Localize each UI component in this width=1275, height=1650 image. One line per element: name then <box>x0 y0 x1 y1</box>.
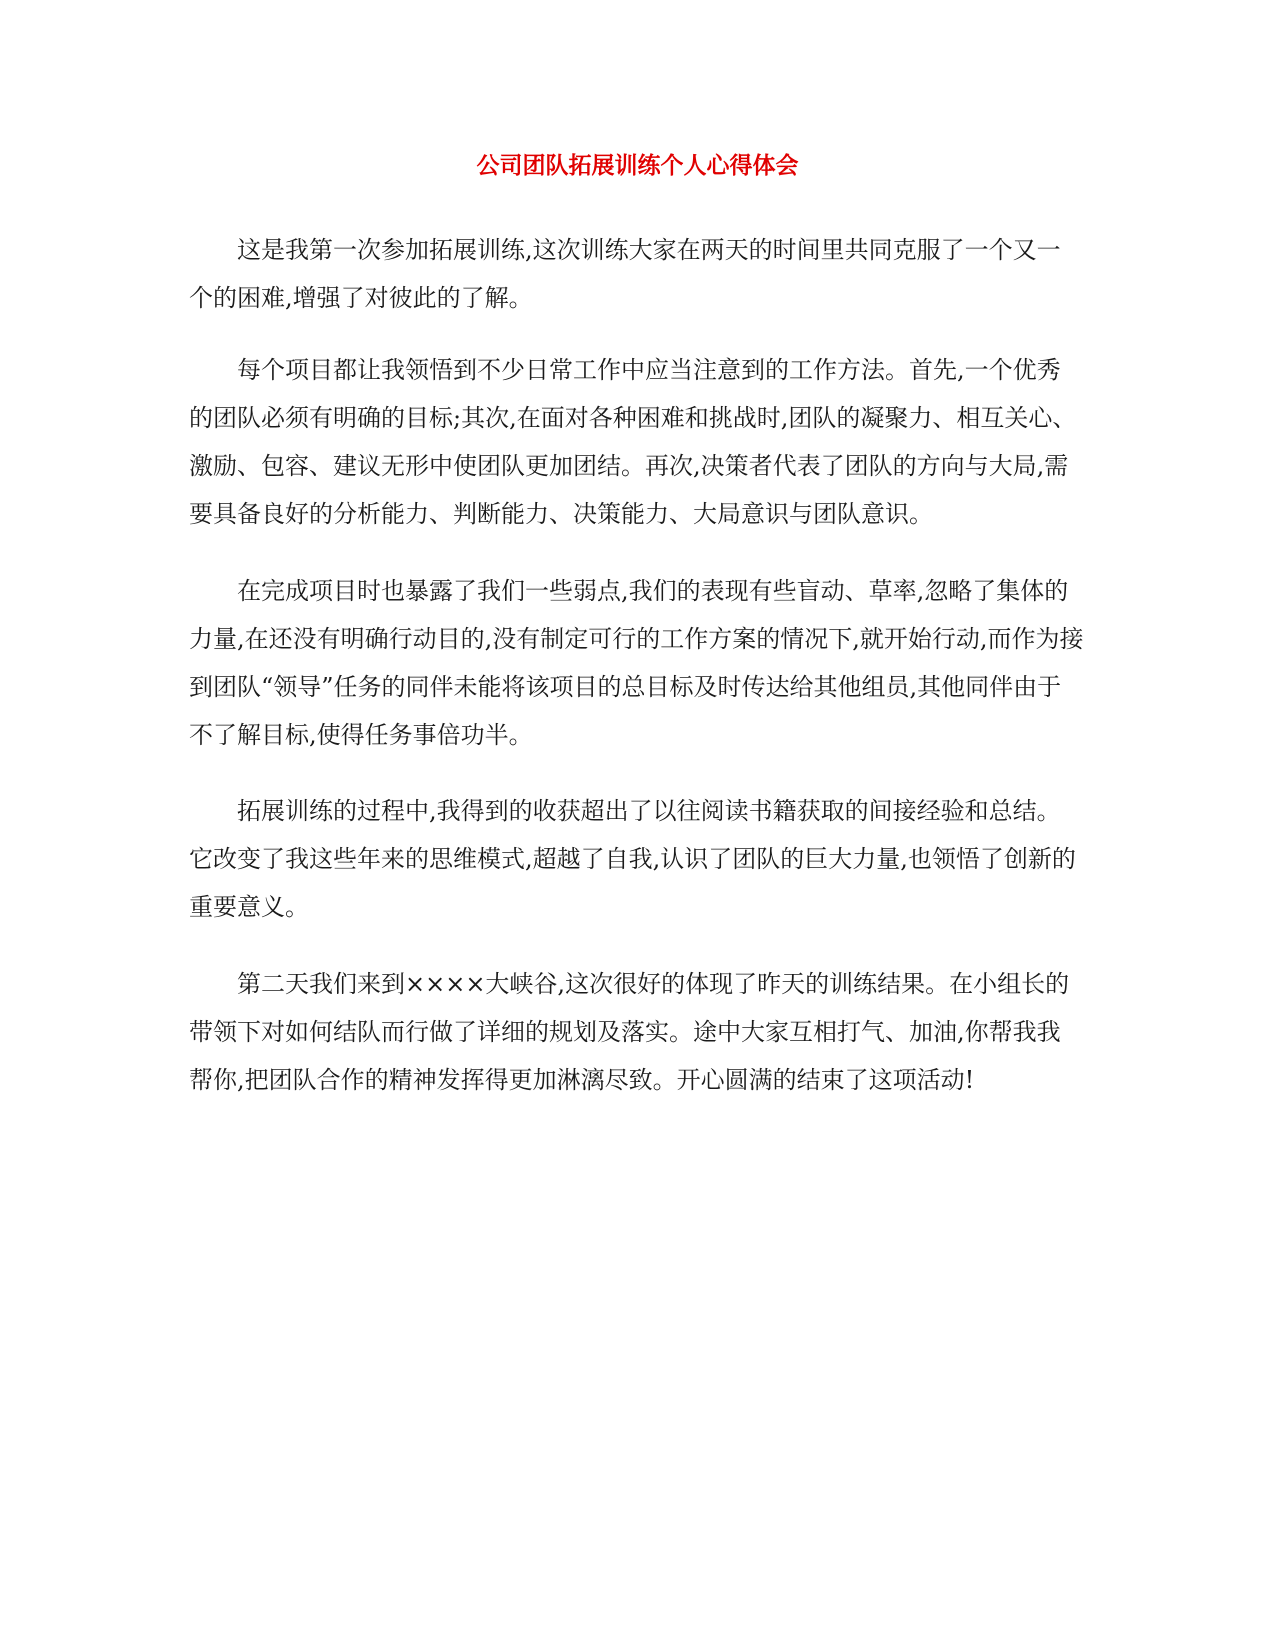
paragraph-4: 拓展训练的过程中,我得到的收获超出了以往阅读书籍获取的间接经验和总结。它改变了我这些年来的思维模式,超越了自我,认识了团队的巨大力量,也领悟了创新的重要意义。 <box>189 797 1076 921</box>
paragraph-2: 每个项目都让我领悟到不少日常工作中应当注意到的工作方法。首先,一个优秀的团队必须有明确的目标;其次,在面对各种困难和挑战时,团队的凝聚力、相互关心、激励、包容、建议无形中使团队更加团结。再次,决策者代表了团队的方向与大局,需要具备良好的分析能力、判断能力、决策能力、大局意识与团队意识。 <box>189 356 1077 528</box>
paragraph-5: 第二天我们来到××××大峡谷,这次很好的体现了昨天的训练结果。在小组长的带领下对如何结队而行做了详细的规划及落实。途中大家互相打气、加油,你帮我我帮你,把团队合作的精神发挥得更加淋漓尽致。开心圆满的结束了这项活动! <box>189 970 1070 1094</box>
paragraph-1: 这是我第一次参加拓展训练,这次训练大家在两天的时间里共同克服了一个又一个的困难,增强了对彼此的了解。 <box>189 236 1061 312</box>
paragraph-3: 在完成项目时也暴露了我们一些弱点,我们的表现有些盲动、草率,忽略了集体的力量,在还没有明确行动目的,没有制定可行的工作方案的情况下,就开始行动,而作为接到团队“领导”任务的同伴未能将该项目的总目标及时传达给其他组员,其他同伴由于不了解目标,使得任务事倍功半。 <box>189 577 1084 749</box>
document-title: 公司团队拓展训练个人心得体会 <box>476 152 799 179</box>
